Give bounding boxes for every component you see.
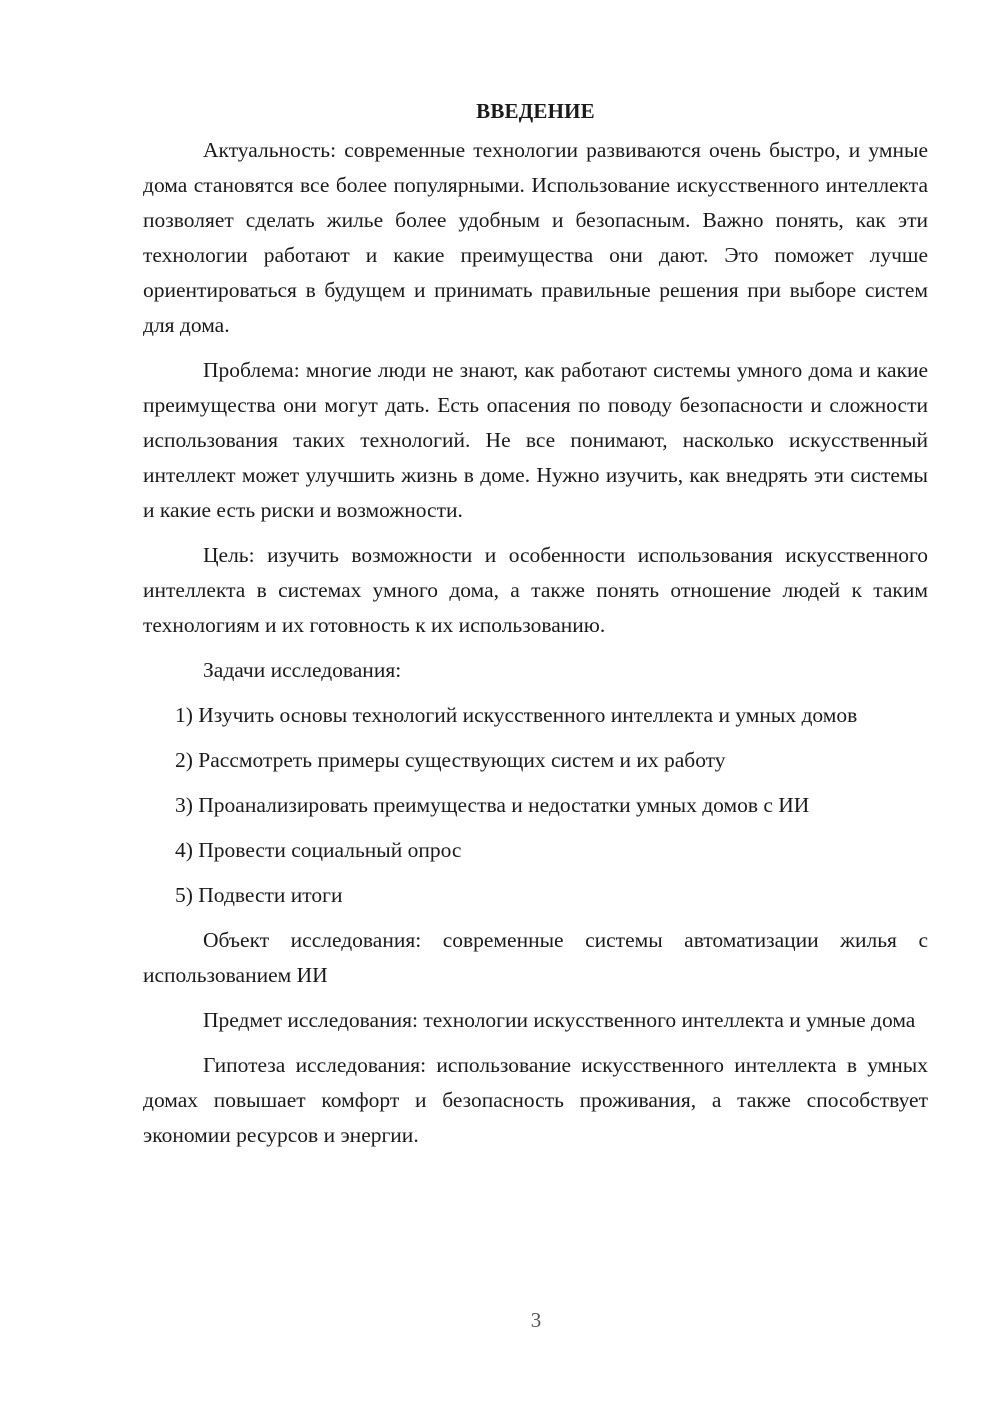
paragraph-goal: Цель: изучить возможности и особенности использования искусственного интеллекта в системах умного дома, а также понять отношение людей к таким технологиям и их готовность к их использованию. bbox=[143, 543, 928, 637]
tasks-heading: Задачи исследования: bbox=[203, 658, 402, 682]
task-item: 3) Проанализировать преимущества и недостатки умных домов с ИИ bbox=[175, 793, 810, 817]
task-item: 4) Провести социальный опрос bbox=[175, 838, 462, 862]
task-item: 5) Подвести итоги bbox=[175, 883, 343, 907]
task-item: 1) Изучить основы технологий искусственного интеллекта и умных домов bbox=[175, 703, 858, 727]
paragraph-hypothesis: Гипотеза исследования: использование искусственного интеллекта в умных домах повышает комфорт и безопасность проживания, а также способствует экономии ресурсов и энергии. bbox=[143, 1053, 928, 1147]
paragraph-relevance: Актуальность: современные технологии развиваются очень быстро, и умные дома становятся все более популярными. Использование искусственного интеллекта позволяет сделать жилье более удобным и безопасным. Важно понять, как эти технологии работают и какие преимущества они дают. Это поможет лучше ориентироваться в будущем и принимать правильные решения при выборе систем для дома. bbox=[143, 138, 928, 337]
page-title: ВВЕДЕНИЕ bbox=[476, 99, 595, 123]
paragraph-problem: Проблема: многие люди не знают, как работают системы умного дома и какие преимущества они могут дать. Есть опасения по поводу безопасности и сложности использования таких технологий. Не все понимают, насколько искусственный интеллект может улучшить жизнь в доме. Нужно изучить, как внедрять эти системы и какие есть риски и возможности. bbox=[143, 358, 928, 522]
tasks-list bbox=[143, 698, 928, 913]
page-number: 3 bbox=[530, 1308, 542, 1332]
task-item: 2) Рассмотреть примеры существующих систем и их работу bbox=[175, 748, 726, 772]
document-page bbox=[143, 93, 928, 1163]
paragraph-subject: Предмет исследования: технологии искусственного интеллекта и умные дома bbox=[203, 1008, 916, 1032]
paragraph-object: Объект исследования: современные системы автоматизации жилья с использованием ИИ bbox=[143, 928, 928, 987]
